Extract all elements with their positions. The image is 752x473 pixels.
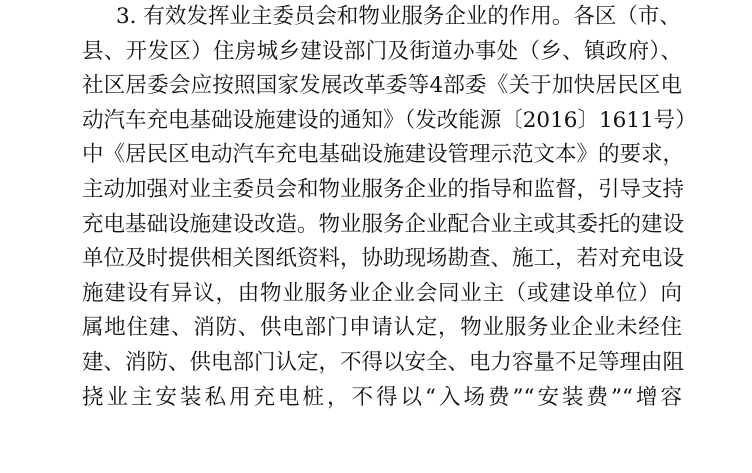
- text-line-6: 主动加强对业主委员会和物业服务企业的指导和监督，引导支持: [82, 176, 685, 202]
- text-line-11: 建、消防、供电部门认定，不得以安全、电力容量不足等理由阻: [82, 349, 685, 375]
- body-paragraph: [82, 0, 697, 415]
- text-line-10: 属地住建、消防、供电部门申请认定，物业服务业企业未经住: [82, 315, 682, 341]
- text-line-1: 3. 有效发挥业主委员会和物业服务企业的作用。各区（市、: [116, 4, 681, 29]
- text-line-5: 中《居民区电动汽车充电基础设施建设管理示范文本》的要求，: [82, 142, 685, 168]
- text-line-9: 施建设有异议，由物业服务业企业会同业主（或建设单位）向: [82, 280, 682, 306]
- text-line-12: 挠业主安装私用充电桩，不得以“入场费”“安装费”“增容: [82, 384, 682, 410]
- text-line-2: 县、开发区）住房城乡建设部门及街道办事处（乡、镇政府）、: [82, 38, 682, 64]
- text-line-8: 单位及时提供相关图纸资料，协助现场勘查、施工，若对充电设: [82, 246, 685, 272]
- text-line-7: 充电基础设施建设改造。物业服务企业配合业主或其委托的建设: [82, 211, 685, 237]
- text-line-3: 社区居委会应按照国家发展改革委等4部委《关于加快居民区电: [82, 73, 682, 99]
- text-line-4: 动汽车充电基础设施建设的通知》（发改能源〔2016〕1611号）: [82, 107, 697, 133]
